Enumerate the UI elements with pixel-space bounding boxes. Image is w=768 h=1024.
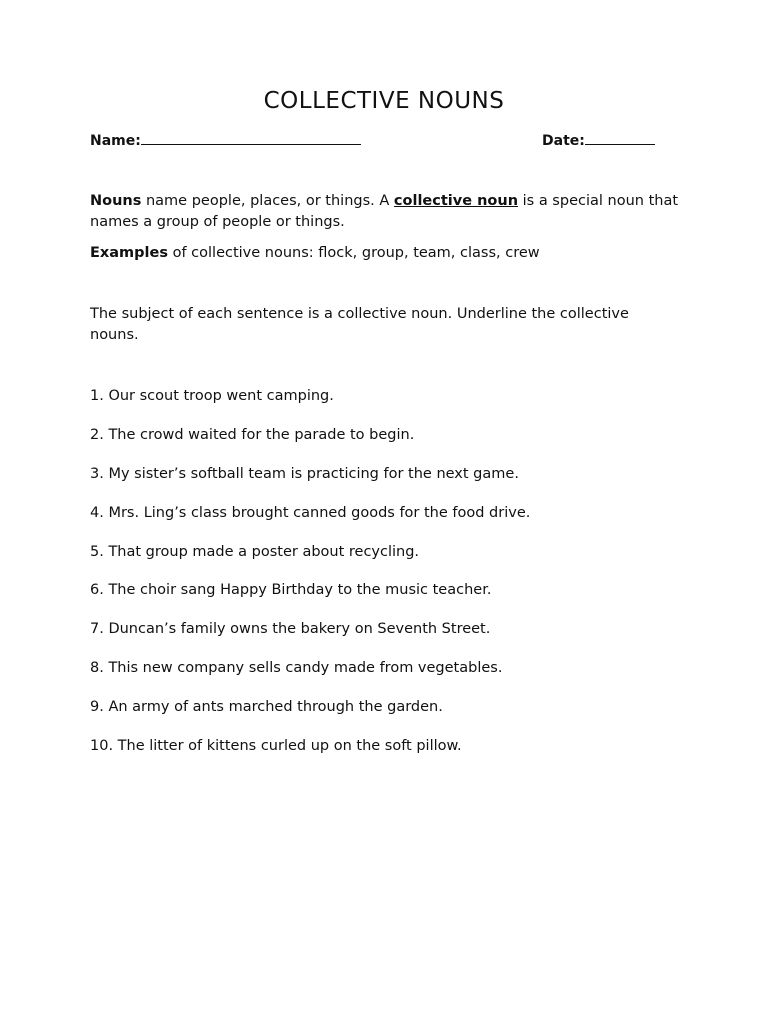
date-blank-line[interactable] xyxy=(585,131,655,145)
examples-text: of collective nouns: flock, group, team, class, crew xyxy=(167,245,540,261)
nouns-word: Nouns xyxy=(90,193,142,209)
list-item: 10. The litter of kittens curled up on the soft pillow. xyxy=(90,738,462,755)
list-item: 7. Duncan’s family owns the bakery on Seventh Street. xyxy=(90,621,491,638)
list-item: 9. An army of ants marched through the garden. xyxy=(90,699,443,716)
list-item: 3. My sister’s softball team is practicing for the next game. xyxy=(90,465,519,482)
page-title: COLLECTIVE NOUNS xyxy=(263,88,505,114)
list-item: 6. The choir sang Happy Birthday to the music teacher. xyxy=(90,582,492,599)
intro-paragraph xyxy=(90,191,680,233)
name-field[interactable] xyxy=(90,131,361,149)
examples-label: Examples xyxy=(90,245,168,261)
name-label: Name: xyxy=(90,133,141,149)
name-blank-line[interactable] xyxy=(141,131,361,145)
collective-noun-term: collective noun xyxy=(393,193,519,209)
instructions: The subject of each sentence is a collective noun. Underline the collective nouns. xyxy=(90,306,629,343)
intro-text-2: is a special noun that names a group of people or things. xyxy=(90,193,679,230)
list-item: 4. Mrs. Ling’s class brought canned goods for the food drive. xyxy=(90,504,531,521)
list-item: 5. That group made a poster about recycling. xyxy=(90,543,420,560)
examples-paragraph xyxy=(90,243,680,264)
list-item: 2. The crowd waited for the parade to begin. xyxy=(90,426,415,443)
date-field[interactable] xyxy=(542,131,655,149)
intro-text-1: name people, places, or things. A xyxy=(141,193,394,209)
date-label: Date: xyxy=(542,133,585,149)
list-item: 1. Our scout troop went camping. xyxy=(90,388,334,404)
sentence-list xyxy=(90,386,690,775)
list-item: 8. This new company sells candy made from vegetables. xyxy=(90,660,503,677)
